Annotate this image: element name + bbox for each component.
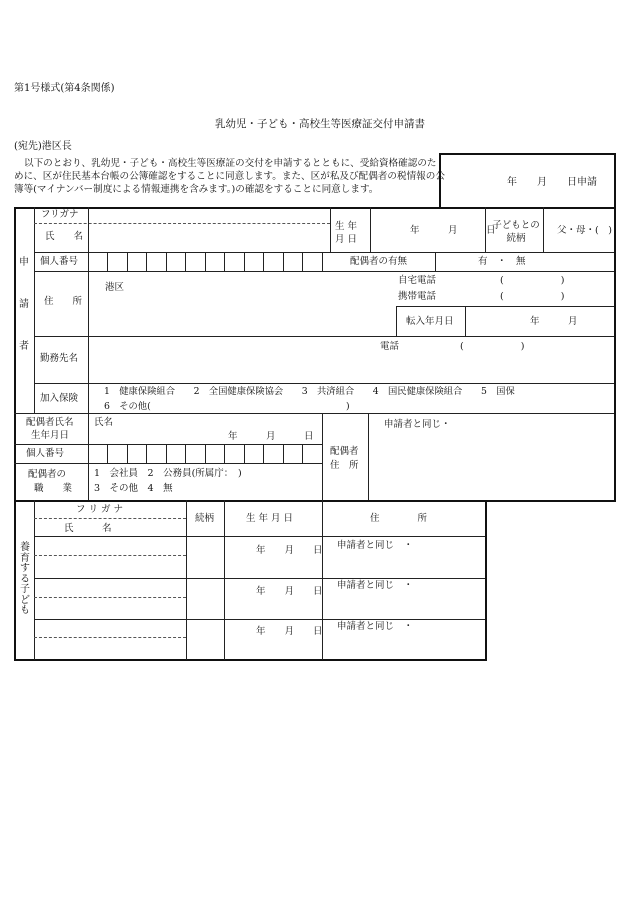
insurance-options-1[interactable]: 1 健康保険組合 2 全国健康保険協会 3 共済組合 4 国民健康保険組合 5 国保 — [104, 386, 515, 397]
mynumber-label: 個人番号 — [40, 256, 79, 267]
spouse-job-label-1: 配偶者の — [28, 469, 67, 480]
insurance-label: 加入保険 — [40, 393, 79, 404]
child-address-field[interactable]: 申請者と同じ ・ — [337, 580, 414, 591]
children-section-label: 養 育 す る 子 ど も — [20, 542, 30, 616]
applicant-section-label: 申 請 者 — [19, 257, 29, 352]
moved-in-field[interactable]: 年 月 — [530, 316, 578, 327]
consent-text: 以下のとおり、乳幼児・子ども・高校生等医療証の交付を申請するとともに、受給資格確認のために、区が住民基本台帳の公簿確認をすることに同意します。また、区が私及び配偶者の税情報の公簿等(マイナンバー制度による情報連携を含みます。)の確認をすることに同意します。 — [14, 158, 445, 195]
mobile-phone-label: 携帯電話 — [398, 291, 437, 302]
child-address-field[interactable]: 申請者と同じ ・ — [337, 621, 414, 632]
application-date[interactable]: 年 月 日申請 — [507, 177, 597, 188]
work-phone-label: 電話 — [380, 341, 400, 352]
spouse-name-prefix: 氏名 — [94, 417, 114, 428]
moved-in-label: 転入年月日 — [406, 316, 454, 327]
child-furigana-label: フ リ ガ ナ — [76, 504, 124, 515]
spouse-address-label-2: 住 所 — [330, 460, 359, 471]
spouse-exists-label: 配偶者の有無 — [350, 256, 408, 267]
spouse-mynumber-label: 個人番号 — [26, 448, 65, 459]
child-relation-label: 続柄 — [195, 513, 215, 524]
address-prefix: 港区 — [105, 282, 125, 293]
form-number: 第1号様式(第4条関係) — [14, 83, 115, 94]
relation-field[interactable]: 父・母・( ) — [557, 225, 612, 236]
home-phone-label: 自宅電話 — [398, 275, 437, 286]
spouse-job-options-2[interactable]: 3 その他 4 無 — [94, 483, 173, 494]
address-label: 住 所 — [44, 296, 83, 307]
spouse-address-field[interactable]: 申請者と同じ・ — [384, 419, 451, 430]
child-birth-field[interactable]: 年 月 日 — [256, 586, 323, 597]
child-birth-field[interactable]: 年 月 日 — [256, 545, 323, 556]
form-title: 乳幼児・子ども・高校生等医療証交付申請書 — [215, 118, 425, 130]
birth-label: 生 年 月 日 — [335, 221, 358, 245]
workplace-label: 勤務先名 — [40, 353, 79, 364]
furigana-label: フリガナ — [41, 209, 79, 220]
spouse-exists-field[interactable]: 有 ・ 無 — [478, 256, 526, 267]
child-birth-field[interactable]: 年 月 日 — [256, 626, 323, 637]
spouse-address-label-1: 配偶者 — [330, 446, 359, 457]
addressee: (宛先)港区長 — [14, 141, 72, 152]
child-birth-label: 生 年 月 日 — [246, 513, 294, 524]
relation-label: 子どもとの 続柄 — [492, 220, 540, 244]
spouse-birth-label: 生年月日 — [31, 430, 70, 441]
applicant-name-field[interactable] — [90, 224, 328, 250]
name-label: 氏 名 — [45, 231, 84, 242]
spouse-name-label: 配偶者氏名 — [26, 417, 74, 428]
child-address-label: 住 所 — [370, 513, 428, 524]
home-phone-field[interactable]: ( ) — [500, 275, 565, 286]
spouse-birth-field[interactable]: 年 月 日 — [228, 431, 314, 442]
child-name-label: 氏 名 — [64, 523, 112, 534]
spouse-job-options-1[interactable]: 1 会社員 2 公務員(所属庁： ) — [94, 468, 242, 479]
applicant-birth-field[interactable]: 年 月 日 — [410, 225, 496, 236]
work-phone-field[interactable]: ( ) — [460, 341, 525, 352]
child-address-field[interactable]: 申請者と同じ ・ — [337, 540, 414, 551]
insurance-options-2[interactable]: 6 その他( ) — [104, 401, 350, 412]
spouse-job-label-2: 職 業 — [34, 483, 73, 494]
mobile-phone-field[interactable]: ( ) — [500, 291, 565, 302]
